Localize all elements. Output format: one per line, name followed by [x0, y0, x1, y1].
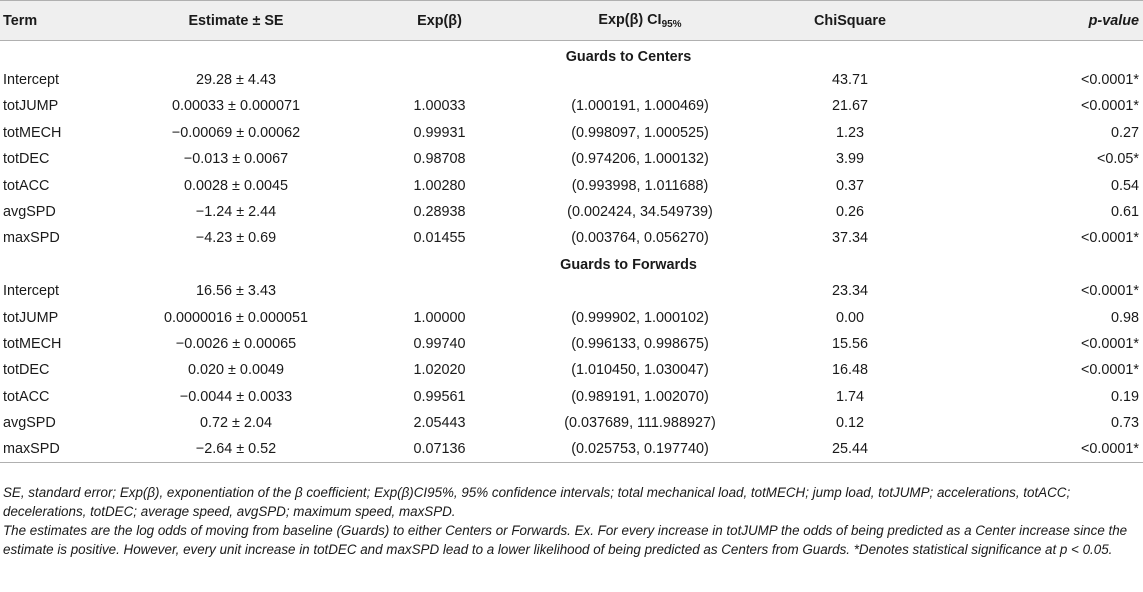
cell-estimate: 0.0000016 ± 0.000051 — [164, 309, 308, 326]
table-row — [0, 331, 1143, 357]
cell-ci: (0.974206, 1.000132) — [571, 151, 709, 168]
cell-term: Intercept — [3, 72, 59, 89]
cell-chisquare: 0.37 — [835, 177, 864, 194]
cell-pvalue: <0.0001* — [1080, 98, 1139, 115]
cell-exp: 0.99740 — [413, 335, 466, 352]
header-term: Term — [0, 1, 120, 41]
header-row — [0, 1, 1143, 41]
section-title: Guards to Forwards — [560, 256, 697, 273]
table-row — [0, 357, 1143, 383]
table-row — [0, 93, 1143, 119]
cell-estimate: 0.72 ± 2.04 — [200, 415, 272, 432]
cell-exp: 0.28938 — [413, 204, 466, 221]
table-row — [0, 278, 1143, 304]
cell-pvalue: 0.27 — [1110, 124, 1139, 141]
cell-term: avgSPD — [3, 204, 56, 221]
cell-ci: (0.002424, 34.549739) — [567, 204, 713, 221]
cell-pvalue: <0.0001* — [1080, 283, 1139, 300]
header-pvalue-label: p-value — [1088, 12, 1139, 29]
table-row — [0, 436, 1143, 462]
cell-estimate: 29.28 ± 4.43 — [196, 72, 276, 89]
cell-chisquare: 0.12 — [835, 415, 864, 432]
cell-term: avgSPD — [3, 415, 56, 432]
cell-pvalue: <0.0001* — [983, 436, 1143, 462]
cell-ci: (1.000191, 1.000469) — [571, 98, 709, 115]
cell-estimate: −0.013 ± 0.0067 — [183, 151, 289, 168]
section-header-row — [0, 252, 1143, 278]
cell-term: totDEC — [3, 151, 50, 168]
footnote-explanation: The estimates are the log odds of moving from baseline (Guards) to either Centers or Forwards. Ex. For every increase in totJUMP the odds of being predicted as a Center increase since the estimate is positive. However, every unit increase in totDEC and maxSPD lead to a lower likelihood of being predicted as Centers from Guards. *Denotes statistical significance at p < 0.05. — [3, 523, 1128, 557]
cell-chisquare: 23.34 — [831, 283, 868, 300]
cell-pvalue: <0.0001* — [1080, 230, 1139, 247]
cell-ci: (0.003764, 0.056270) — [571, 230, 709, 247]
cell-chisquare: 21.67 — [831, 98, 868, 115]
section-title: Guards to Centers — [565, 48, 692, 65]
cell-ci: (0.025753, 0.197740) — [527, 436, 753, 462]
cell-ci: (0.037689, 111.988927) — [564, 415, 716, 432]
cell-estimate: 0.00033 ± 0.000071 — [172, 98, 300, 115]
table-row — [0, 410, 1143, 436]
cell-pvalue: 0.61 — [1110, 204, 1139, 221]
cell-estimate: −0.0044 ± 0.0033 — [179, 388, 293, 405]
cell-term: totMECH — [3, 335, 62, 352]
table-footnotes — [3, 483, 1139, 559]
cell-pvalue: 0.98 — [1110, 309, 1139, 326]
cell-term: totMECH — [3, 124, 62, 141]
table-row — [0, 146, 1143, 172]
table-row — [0, 304, 1143, 330]
cell-chisquare: 25.44 — [753, 436, 983, 462]
cell-pvalue: 0.19 — [1110, 388, 1139, 405]
cell-estimate: 16.56 ± 3.43 — [196, 283, 276, 300]
cell-pvalue: <0.05* — [1096, 151, 1139, 168]
cell-exp: 0.98708 — [413, 151, 466, 168]
cell-ci: (0.996133, 0.998675) — [571, 335, 709, 352]
cell-estimate: −2.64 ± 0.52 — [120, 436, 352, 462]
cell-exp: 0.99931 — [413, 124, 466, 141]
cell-ci: (0.993998, 1.011688) — [571, 177, 709, 194]
cell-term: totACC — [3, 177, 50, 194]
cell-exp: 0.01455 — [413, 230, 466, 247]
cell-term: totDEC — [3, 362, 50, 379]
header-exp: Exp(β) — [352, 1, 527, 41]
cell-exp: 1.00000 — [413, 309, 466, 326]
header-estimate: Estimate ± SE — [120, 1, 352, 41]
cell-term: maxSPD — [3, 230, 60, 247]
cell-estimate: −1.24 ± 2.44 — [195, 204, 277, 221]
cell-exp: 1.00280 — [413, 177, 466, 194]
cell-chisquare: 0.26 — [835, 204, 864, 221]
cell-exp: 1.02020 — [413, 362, 466, 379]
cell-chisquare: 16.48 — [831, 362, 868, 379]
table-row — [0, 120, 1143, 146]
cell-estimate: 0.020 ± 0.0049 — [188, 362, 284, 379]
cell-pvalue: <0.0001* — [1080, 72, 1139, 89]
cell-chisquare: 3.99 — [835, 151, 864, 168]
header-ci-subscript: 95% — [661, 18, 682, 30]
cell-chisquare: 37.34 — [831, 230, 868, 247]
cell-ci: (0.989191, 1.002070) — [571, 388, 709, 405]
cell-ci: (0.999902, 1.000102) — [571, 309, 709, 326]
cell-estimate: −0.0026 ± 0.00065 — [175, 335, 297, 352]
table-header — [0, 1, 1143, 41]
cell-estimate: −0.00069 ± 0.00062 — [171, 124, 301, 141]
table-row — [0, 384, 1143, 410]
cell-pvalue: <0.0001* — [1080, 362, 1139, 379]
cell-term: Intercept — [3, 283, 59, 300]
table-row — [0, 199, 1143, 225]
table-row — [0, 225, 1143, 251]
header-ci — [527, 1, 753, 41]
cell-chisquare: 1.23 — [835, 124, 864, 141]
table-row — [0, 67, 1143, 93]
cell-ci — [527, 278, 753, 304]
cell-chisquare: 1.74 — [835, 388, 864, 405]
cell-exp: 1.00033 — [413, 98, 466, 115]
cell-chisquare: 15.56 — [831, 335, 868, 352]
cell-term: totJUMP — [3, 309, 59, 326]
cell-ci — [527, 67, 753, 93]
table-row — [0, 172, 1143, 198]
cell-estimate: −4.23 ± 0.69 — [195, 230, 277, 247]
cell-exp: 0.07136 — [352, 436, 527, 462]
cell-pvalue: <0.0001* — [1080, 335, 1139, 352]
cell-chisquare: 43.71 — [831, 72, 868, 89]
cell-exp — [352, 67, 527, 93]
table-body — [0, 41, 1143, 463]
cell-exp — [352, 278, 527, 304]
cell-pvalue: 0.73 — [1110, 415, 1139, 432]
header-pvalue — [983, 1, 1143, 41]
cell-term: maxSPD — [0, 436, 120, 462]
cell-term: totACC — [3, 388, 50, 405]
header-ci-main: Exp(β) CI — [598, 11, 662, 28]
cell-pvalue: 0.54 — [1110, 177, 1139, 194]
cell-chisquare: 0.00 — [835, 309, 864, 326]
section-header-row — [0, 41, 1143, 67]
footnote-abbreviations: SE, standard error; Exp(β), exponentiation of the β coefficient; Exp(β)CI95%, 95% confidence intervals; total mechanical load, totMECH; jump load, totJUMP; accelerations, totACC; decelerations, totDEC; average speed, avgSPD; maximum speed, maxSPD. — [3, 485, 1071, 519]
cell-term: totJUMP — [3, 98, 59, 115]
header-chisquare: ChiSquare — [753, 1, 983, 41]
cell-exp: 2.05443 — [413, 415, 466, 432]
cell-ci: (1.010450, 1.030047) — [571, 362, 709, 379]
cell-exp: 0.99561 — [413, 388, 466, 405]
cell-estimate: 0.0028 ± 0.0045 — [184, 177, 288, 194]
cell-ci: (0.998097, 1.000525) — [571, 124, 709, 141]
